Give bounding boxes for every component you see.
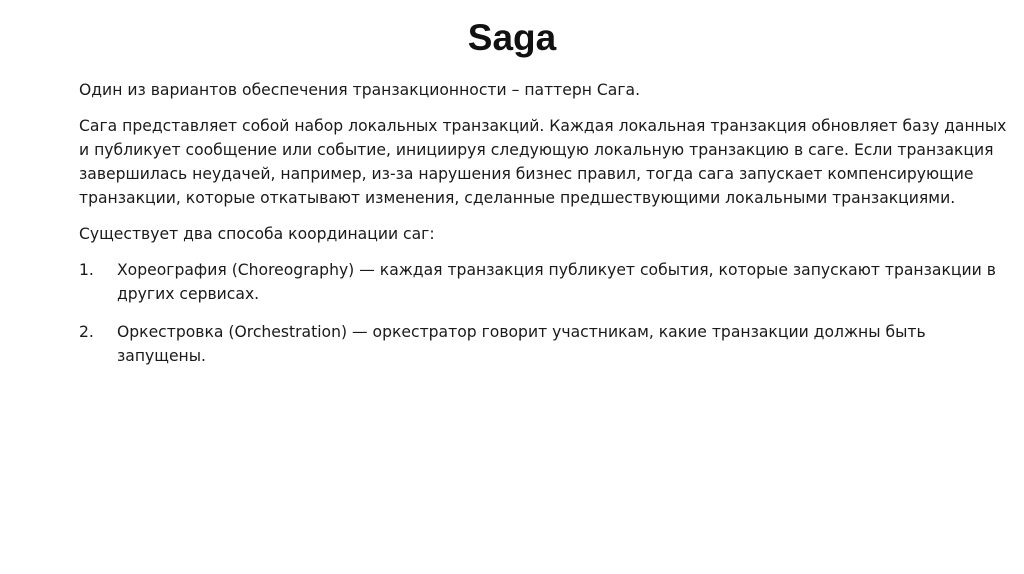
coordination-methods-list bbox=[79, 258, 1014, 368]
list-item-text: Оркестровка (Orchestration) — оркестратор говорит участникам, какие транзакции должны быть запущены. bbox=[117, 323, 926, 365]
list-item-number: 2. bbox=[79, 323, 94, 341]
coordination-intro-paragraph: Существует два способа координации саг: bbox=[79, 225, 435, 243]
saga-description-paragraph: Сага представляет собой набор локальных транзакций. Каждая локальная транзакция обновляет базу данных и публикует сообщение или событие, инициируя следующую локальную транзакцию в саге. Если транзакция завершилась неудачей, например, из-за нарушения бизнес правил, тогда сага запускает компенсирующие транзакции, которые откатывают изменения, сделанные предшествующими локальными транзакциями. bbox=[79, 117, 1007, 207]
slide-title: Saga bbox=[467, 17, 557, 58]
slide-body bbox=[79, 78, 1014, 382]
list-item-text: Хореография (Choreography) — каждая транзакция публикует события, которые запускают транзакции в других сервисах. bbox=[117, 261, 996, 303]
list-item-number: 1. bbox=[79, 261, 94, 279]
list-item-choreography bbox=[79, 258, 1014, 306]
intro-paragraph: Один из вариантов обеспечения транзакционности – паттерн Сага. bbox=[79, 81, 641, 99]
list-item-orchestration bbox=[79, 320, 1014, 368]
